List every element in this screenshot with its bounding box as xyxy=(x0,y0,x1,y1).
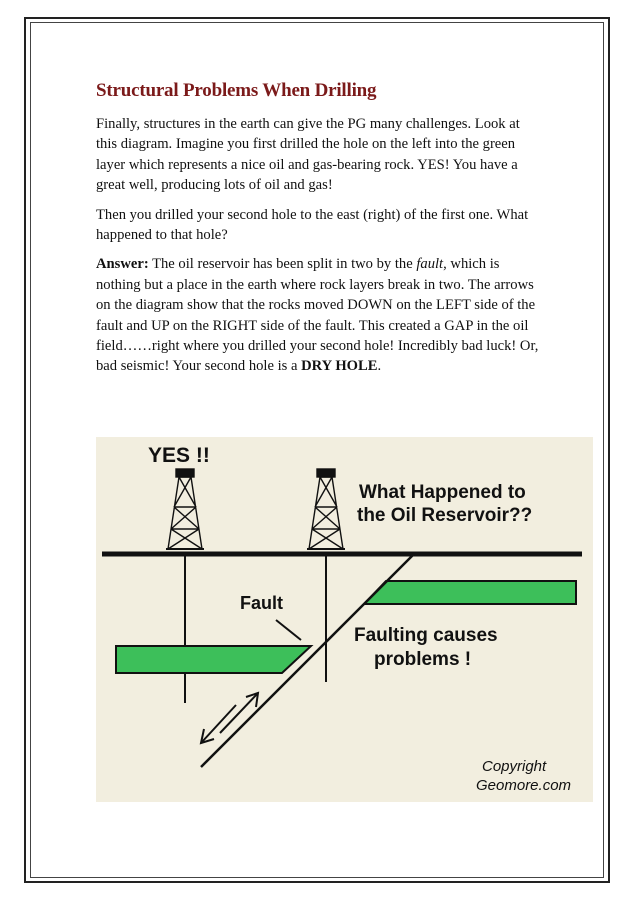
fault-diagram xyxy=(96,437,593,802)
page-title: Structural Problems When Drilling xyxy=(96,80,377,101)
caption-line-2: problems ! xyxy=(374,649,472,670)
paragraph-question: Then you drilled your second hole to the east (right) of the first one. What happened to that hole? xyxy=(96,206,529,244)
fault-diagram-svg xyxy=(96,437,593,802)
fault-label: Fault xyxy=(240,593,283,613)
drilling-rig-icon-left xyxy=(166,469,204,549)
answer-text-a: The oil reservoir has been split in two by the xyxy=(148,256,417,273)
question-line-2: the Oil Reservoir?? xyxy=(357,505,533,526)
dry-hole-term: DRY HOLE xyxy=(301,358,378,375)
drilling-rig-icon-right xyxy=(307,469,345,549)
question-line-1: What Happened to xyxy=(359,482,526,503)
reservoir-right xyxy=(364,581,576,604)
caption-line-1: Faulting causes xyxy=(354,625,498,646)
paragraph-intro: Finally, structures in the earth can give the PG many challenges. Look at this diagram. Imagine you first drilled the hole on the left into the green layer which represents a nice oil and gas-bearing rock. YES! You have a great well, producing lots of oil and gas! xyxy=(96,116,520,194)
answer-label: Answer: xyxy=(96,256,149,273)
copyright-line-2: Geomore.com xyxy=(476,777,572,794)
yes-label: YES !! xyxy=(148,444,210,467)
reservoir-left xyxy=(116,646,311,673)
copyright-line-1: Copyright xyxy=(482,758,547,775)
fault-term: fault xyxy=(416,256,444,273)
document-body xyxy=(96,80,542,386)
answer-end: . xyxy=(377,358,382,375)
fault-label-pointer xyxy=(276,620,301,640)
answer-text-b: , which is nothing but a place in the earth where rock layers break in two. The arrows on the diagram show that the rocks moved DOWN on the LEFT side of the fault and UP on the RIGHT side of the fault. This created a GAP in the oil field……right where you drilled your second hole! Incredibly bad luck! Or, bad seismic! Your second hole is a xyxy=(96,256,539,375)
paragraph-answer xyxy=(96,254,542,376)
